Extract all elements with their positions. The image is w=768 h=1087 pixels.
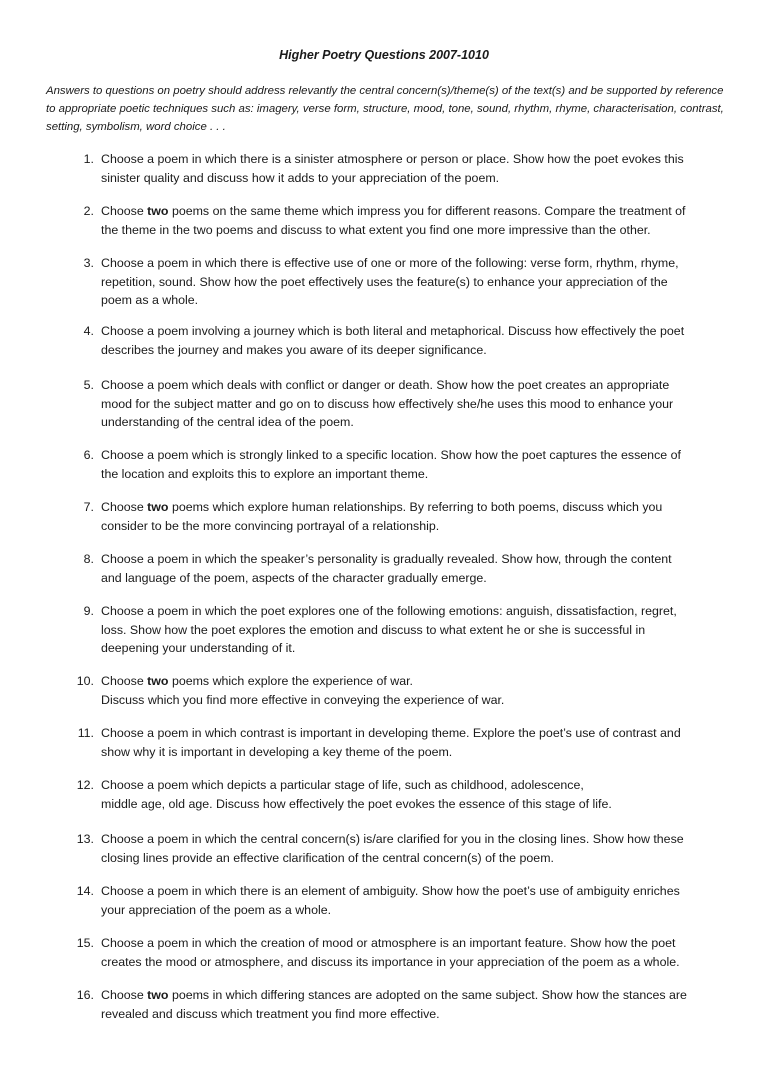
question-line: Choose a poem in which there is a sinister atmosphere or person or place. Show how the poet evokes this [101, 152, 684, 166]
question-line: describes the journey and makes you aware of its deeper significance. [101, 342, 487, 357]
question-line-rest: poems which explore the experience of war. [168, 674, 414, 688]
question-text [101, 550, 729, 587]
question-line-prefix: Choose [101, 204, 148, 218]
question-line: Choose a poem in which there is effective use of one or more of the following: verse form, rhythm, rhyme, [101, 256, 679, 270]
question-line-prefix: Choose [101, 988, 148, 1002]
question-line: understanding of the central idea of the poem. [101, 415, 354, 429]
question-line-prefix: Choose [101, 500, 148, 514]
question-line: repetition, sound. Show how the poet effectively uses the feature(s) to enhance your appreciation of the [101, 274, 668, 289]
question-line: mood for the subject matter and go on to discuss how effectively she/he uses this mood to enhance your [101, 396, 674, 411]
question-number: 11. [77, 726, 94, 740]
question-line: creates the mood or atmosphere, and discuss its importance in your appreciation of the poem as a whole. [101, 954, 680, 969]
question-number: 5. [83, 378, 94, 392]
emphasis-word: two [147, 988, 169, 1002]
emphasis-word: two [147, 674, 169, 688]
question-text [101, 446, 729, 483]
question-line [101, 672, 729, 691]
question-text [101, 150, 729, 187]
question-line: Choose a poem in which there is an element of ambiguity. Show how the poet’s use of ambiguity enriches [101, 884, 680, 898]
question-line: and language of the poem, aspects of the character gradually emerge. [101, 570, 487, 585]
question-line [101, 498, 729, 517]
question-number: 2. [83, 204, 94, 218]
question-line-rest: poems on the same theme which impress you for different reasons. Compare the treatment of [168, 204, 686, 218]
question-number: 12. [76, 778, 94, 792]
question-text [101, 498, 729, 535]
question-number: 3. [83, 256, 94, 270]
question-line: revealed and discuss which treatment you find more effective. [101, 1006, 440, 1021]
question-number: 7. [83, 500, 94, 514]
question-line: Discuss which you find more effective in conveying the experience of war. [101, 692, 505, 707]
question-number: 13. [76, 832, 94, 846]
question-text [101, 882, 729, 919]
question-text [101, 254, 729, 310]
question-number: 15. [76, 936, 94, 950]
question-text [101, 724, 729, 761]
question-line: Choose a poem which is strongly linked to a specific location. Show how the poet captures the essence of [101, 448, 681, 462]
question-number: 6. [83, 448, 94, 462]
question-line: your appreciation of the poem as a whole. [101, 902, 332, 917]
question-text [101, 672, 729, 709]
question-line: poem as a whole. [101, 293, 199, 307]
question-text [101, 934, 729, 971]
question-line: Choose a poem in which the central concern(s) is/are clarified for you in the closing lines. Show how these [101, 832, 684, 846]
question-line: deepening your understanding of it. [101, 641, 296, 655]
question-line: Choose a poem which depicts a particular stage of life, such as childhood, adolescence, [101, 778, 584, 792]
emphasis-word: two [147, 500, 169, 514]
question-text [101, 776, 729, 813]
question-line: sinister quality and discuss how it adds to your appreciation of the poem. [101, 170, 500, 185]
question-text [101, 602, 729, 658]
question-line [101, 986, 729, 1005]
question-number: 14. [76, 884, 94, 898]
question-line [101, 202, 729, 221]
question-line: Choose a poem involving a journey which is both literal and metaphorical. Discuss how effectively the poet [101, 324, 685, 338]
question-line: closing lines provide an effective clarification of the central concern(s) of the poem. [101, 850, 554, 865]
intro-paragraph: Answers to questions on poetry should address relevantly the central concern(s)/theme(s) of the text(s) and be supported by reference to appropriate poetic techniques such as: imagery, verse form, structure, mood, tone, sound, rhythm, rhyme, characterisation, contrast, setting, symbolism, word choice . . . [46, 85, 724, 133]
question-line: Choose a poem in which contrast is important in developing theme. Explore the poet’s use of contrast and [101, 726, 681, 740]
question-number: 16. [76, 988, 94, 1002]
question-text [101, 376, 729, 432]
question-line: Choose a poem in which the poet explores one of the following emotions: anguish, dissatisfaction, regret, [101, 604, 677, 618]
question-line: the theme in the two poems and discuss to what extent you find one more impressive than the other. [101, 222, 651, 237]
question-line: show why it is important in developing a key theme of the poem. [101, 744, 453, 759]
question-line-rest: poems in which differing stances are adopted on the same subject. Show how the stances are [168, 988, 687, 1002]
question-line: Choose a poem in which the speaker’s personality is gradually revealed. Show how, through the content [101, 552, 672, 566]
emphasis-word: two [147, 204, 169, 218]
question-number: 8. [83, 552, 94, 566]
question-number: 10. [76, 674, 94, 688]
question-line: the location and exploits this to explore an important theme. [101, 466, 429, 481]
question-line: loss. Show how the poet explores the emotion and discuss to what extent he or she is successful in [101, 622, 646, 637]
question-number: 1. [83, 152, 94, 166]
question-text [101, 322, 729, 359]
question-line: consider to be the more convincing portrayal of a relationship. [101, 518, 440, 533]
question-line: Choose a poem in which the creation of mood or atmosphere is an important feature. Show how the poet [101, 936, 676, 950]
question-line-prefix: Choose [101, 674, 148, 688]
question-line-rest: poems which explore human relationships. By referring to both poems, discuss which you [168, 500, 663, 514]
question-number: 9. [83, 604, 94, 618]
question-text [101, 202, 729, 239]
question-text [101, 830, 729, 867]
question-number: 4. [83, 324, 94, 338]
question-line: Choose a poem which deals with conflict or danger or death. Show how the poet creates an appropriate [101, 378, 670, 392]
question-text [101, 986, 729, 1023]
question-line: middle age, old age. Discuss how effectively the poet evokes the essence of this stage of life. [101, 796, 612, 811]
page-title: Higher Poetry Questions 2007-1010 [279, 48, 489, 62]
